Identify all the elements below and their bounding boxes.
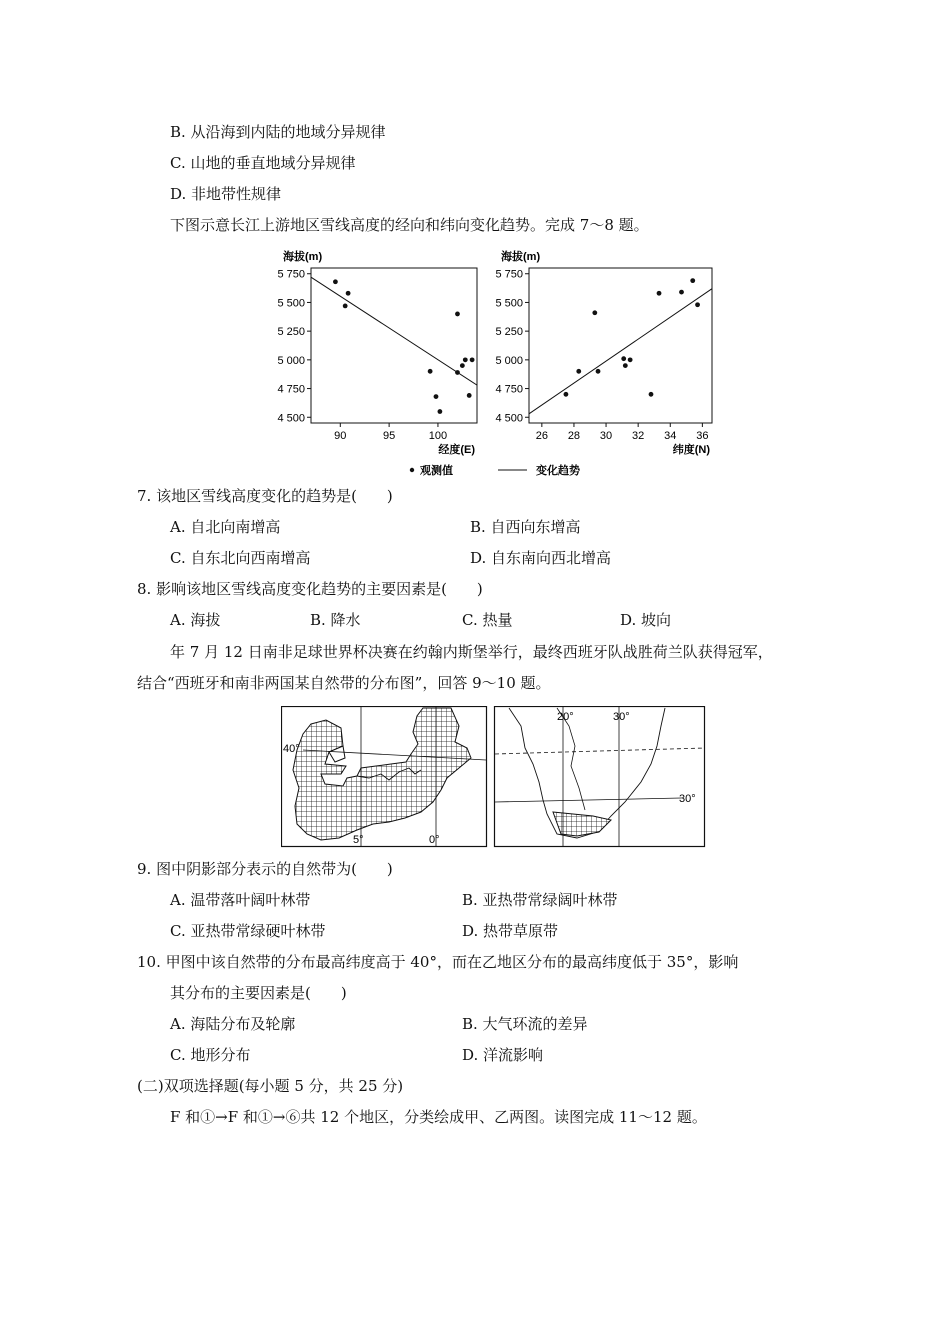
y-axis-label: 海拔(m) xyxy=(283,251,323,263)
x-tick-label: 28 xyxy=(567,430,581,442)
observed-point xyxy=(657,291,662,296)
intro-7-8: 下图示意长江上游地区雪线高度的经向和纬向变化趋势。完成 7～8 题。 xyxy=(170,216,649,234)
y-axis-label: 海拔(m) xyxy=(501,251,541,263)
q8-option-b: B. 降水 xyxy=(310,611,361,629)
x-axis-label: 经度(E) xyxy=(438,444,475,456)
y-tick-label: 5 000 xyxy=(495,354,523,367)
q8-option-a: A. 海拔 xyxy=(170,611,221,629)
section-2-heading: (二)双项选择题(每小题 5 分，共 25 分) xyxy=(137,1077,404,1095)
observed-point xyxy=(455,312,460,317)
observed-point xyxy=(695,302,700,307)
legend-dot xyxy=(410,468,414,472)
q7-option-c: C. 自东北向西南增高 xyxy=(170,549,311,567)
y-tick-label: 5 750 xyxy=(495,268,523,281)
y-tick-label: 5 750 xyxy=(277,268,305,281)
q7-option-d: D. 自东南向西北增高 xyxy=(470,549,612,567)
q7-option-b: B. 自西向东增高 xyxy=(470,518,581,536)
q10-option-a: A. 海陆分布及轮廓 xyxy=(170,1015,296,1033)
vegetation-maps xyxy=(281,706,706,848)
y-tick-label: 4 750 xyxy=(495,383,523,396)
latitude-chart xyxy=(495,249,712,456)
legend-trend: 变化趋势 xyxy=(536,465,580,477)
observed-point xyxy=(592,310,597,315)
sa-lon-30-label: 30° xyxy=(613,711,630,723)
plot-frame xyxy=(529,268,712,423)
snowline-charts xyxy=(265,248,745,478)
y-tick-label: 4 500 xyxy=(277,412,305,425)
observed-point xyxy=(564,392,569,397)
q10-option-c: C. 地形分布 xyxy=(170,1046,251,1064)
x-tick-label: 36 xyxy=(696,430,709,442)
question-7: 7. 该地区雪线高度变化的趋势是( ) xyxy=(137,487,393,505)
observed-point xyxy=(346,291,351,296)
observed-point xyxy=(455,370,460,375)
legend-observed: 观测值 xyxy=(420,465,453,477)
observed-point xyxy=(649,392,654,397)
q10-option-d: D. 洋流影响 xyxy=(462,1046,544,1064)
sa-lat-label: 30° xyxy=(679,793,696,805)
observed-point xyxy=(333,279,338,284)
x-tick-label: 100 xyxy=(428,430,448,442)
observed-point xyxy=(679,290,684,295)
y-tick-label: 4 500 xyxy=(495,412,523,425)
option-b-text: B. 从沿海到内陆的地域分异规律 xyxy=(170,123,386,141)
spain-lon-5-label: 5° xyxy=(353,834,364,846)
observed-point xyxy=(470,357,475,362)
q9-option-b: B. 亚热带常绿阔叶林带 xyxy=(462,891,618,909)
x-tick-label: 90 xyxy=(334,430,347,442)
plot-frame xyxy=(311,268,477,423)
spain-lon-0-label: 0° xyxy=(429,834,440,846)
intro-11-12: F 和①→F 和①→⑥共 12 个地区，分类绘成甲、乙两图。读图完成 11～12 题。 xyxy=(170,1108,707,1126)
observed-point xyxy=(596,369,601,374)
x-tick-label: 34 xyxy=(664,430,677,442)
south-africa-map xyxy=(495,706,706,847)
y-tick-label: 5 500 xyxy=(277,297,305,310)
q7-option-a: A. 自北向南增高 xyxy=(170,518,281,536)
longitude-chart xyxy=(277,249,477,456)
y-tick-label: 5 000 xyxy=(277,354,305,367)
observed-point xyxy=(434,394,439,399)
x-tick-label: 32 xyxy=(632,430,645,442)
observed-point xyxy=(621,356,626,361)
y-tick-label: 5 250 xyxy=(495,326,523,339)
observed-point xyxy=(690,278,695,283)
spain-map xyxy=(282,706,487,847)
q9-option-a: A. 温带落叶阔叶林带 xyxy=(170,891,311,909)
observed-point xyxy=(428,369,433,374)
q9-option-d: D. 热带草原带 xyxy=(462,922,559,940)
y-tick-label: 5 500 xyxy=(495,297,523,310)
question-9: 9. 图中阴影部分表示的自然带为( ) xyxy=(137,860,393,878)
y-tick-label: 4 750 xyxy=(277,383,305,396)
q8-option-c: C. 热量 xyxy=(462,611,513,629)
q8-option-d: D. 坡向 xyxy=(620,611,672,629)
sa-lon-20-label: 20° xyxy=(557,711,574,723)
observed-point xyxy=(576,369,581,374)
chart-legend xyxy=(410,463,580,477)
x-tick-label: 30 xyxy=(599,430,613,442)
question-8: 8. 影响该地区雪线高度变化趋势的主要因素是( ) xyxy=(137,580,483,598)
observed-point xyxy=(623,363,628,368)
observed-point xyxy=(463,357,468,362)
y-tick-label: 5 250 xyxy=(277,326,305,339)
observed-point xyxy=(628,357,633,362)
observed-point xyxy=(437,409,442,414)
x-tick-label: 26 xyxy=(535,430,548,442)
option-c-text: C. 山地的垂直地域分异规律 xyxy=(170,154,356,172)
intro-9-10-line1: 年 7 月 12 日南非足球世界杯决赛在约翰内斯堡举行，最终西班牙队战胜荷兰队获得冠军， xyxy=(170,643,773,661)
observed-point xyxy=(467,393,472,398)
x-tick-label: 95 xyxy=(382,430,396,442)
question-10-cont: 其分布的主要因素是( ) xyxy=(170,984,347,1002)
intro-9-10-line2: 结合“西班牙和南非两国某自然带的分布图”，回答 9～10 题。 xyxy=(137,674,551,692)
x-axis-label: 纬度(N) xyxy=(672,444,710,456)
option-d-text: D. 非地带性规律 xyxy=(170,185,282,203)
observed-point xyxy=(343,303,348,308)
q10-option-b: B. 大气环流的差异 xyxy=(462,1015,588,1033)
question-10: 10. 甲图中该自然带的分布最高纬度高于 40°，而在乙地区分布的最高纬度低于 35°，影响 xyxy=(137,953,739,971)
q9-option-c: C. 亚热带常绿硬叶林带 xyxy=(170,922,326,940)
observed-point xyxy=(460,363,465,368)
spain-lat-label: 40° xyxy=(283,743,300,755)
